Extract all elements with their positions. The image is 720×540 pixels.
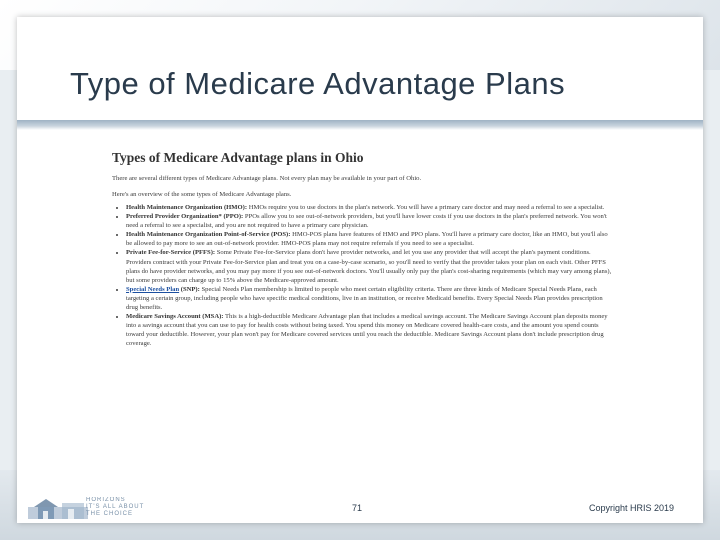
list-item-pffs <box>126 248 612 284</box>
item-text: Some Private Fee-for-Service plans don't have provider networks, and let you use any provider that will accept the plan's payment conditions. Providers contract with your Private Fee-for-Service plan and treat you on a case-by-case scenario, so you'll need to verify that the provider takes your plan on each visit. Other PFFS plans do have provider networks, and you may pay more if you see out-of-network doctors. You'll usually only pay the plan's cost-sharing requirements (which may vary among plans), but some providers can charge up to 15% above the Medicare-approved amount. <box>126 249 612 284</box>
title-divider <box>17 120 703 130</box>
document-overview: Here's an overview of the some types of Medicare Advantage plans. <box>112 191 292 198</box>
list-item-pos <box>126 230 612 248</box>
item-term: Medicare Savings Account (MSA): <box>126 313 224 321</box>
item-term: (SNP): <box>179 285 200 293</box>
item-text: HMOs require you to use doctors in the plan's network. You will have a primary care doctor and may need a referral to see a specialist. <box>247 204 605 211</box>
item-text: HMO-POS plans have features of HMO and PPO plans. You'll have a primary care doctor, like an HMO, but you'll also be allowed to pay more to see an out-of-network provider. HMO-POS plans may not require referrals if you need to see a specialist. <box>126 231 608 248</box>
item-text: This is a high-deductible Medicare Advantage plan that includes a medical savings account. The Medicare Savings Account plan deposits money into a savings account that you can use to pay for health costs without being taxed. You spend this money on Medicare covered health-care costs, and the amount you spend counts toward your deductible. However, your plan won't pay for Medicare covered services until you reach the deductible. Medicare Savings Account plans don't include prescription drug coverage. <box>126 313 608 348</box>
logo-line-2: IT'S ALL ABOUT <box>86 504 145 510</box>
copyright-notice: Copyright HRIS 2019 <box>589 503 675 513</box>
logo-text <box>86 497 144 518</box>
item-term: Health Maintenance Organization (HMO): <box>126 204 248 211</box>
document-heading: Types of Medicare Advantage plans in Ohio <box>112 150 364 165</box>
logo-line-3: THE CHOICE <box>86 511 134 517</box>
list-item-ppo <box>126 212 612 230</box>
document-screenshot <box>112 150 612 445</box>
item-term: Health Maintenance Organization Point-of-Service (POS): <box>126 231 291 239</box>
item-text: PPOs allow you to see out-of-network providers, but you'll have lower costs if you use doctors in the plan's preferred network. You won't need a referral to see a specialist, and you are not required to have a primary care physician. <box>126 213 607 230</box>
document-intro: There are several different types of Medicare Advantage plans. Not every plan may be available in your part of Ohio. <box>112 175 422 182</box>
plan-types-list <box>112 203 612 349</box>
list-item-snp <box>126 285 612 312</box>
item-term: Preferred Provider Organization* (PPO): <box>126 213 244 221</box>
list-item-hmo <box>126 203 612 212</box>
item-term: Private Fee-for-Service (PFFS): <box>126 249 216 257</box>
item-text: Special Needs Plan membership is limited to people who meet certain eligibility criteria. There are three kinds of Medicare Special Needs Plans, each targeting a certain group, including people who have specific medical conditions, live in an institution, or receive Medicaid benefits. Every Special Needs Plan provides prescription drug benefits. <box>126 285 603 312</box>
page-number: 71 <box>352 503 363 513</box>
special-needs-plan-link[interactable]: Special Needs Plan <box>126 285 180 293</box>
list-item-msa <box>126 312 612 348</box>
logo-line-1: HORIZONS <box>86 497 126 503</box>
slide-title: Type of Medicare Advantage Plans <box>70 66 566 101</box>
